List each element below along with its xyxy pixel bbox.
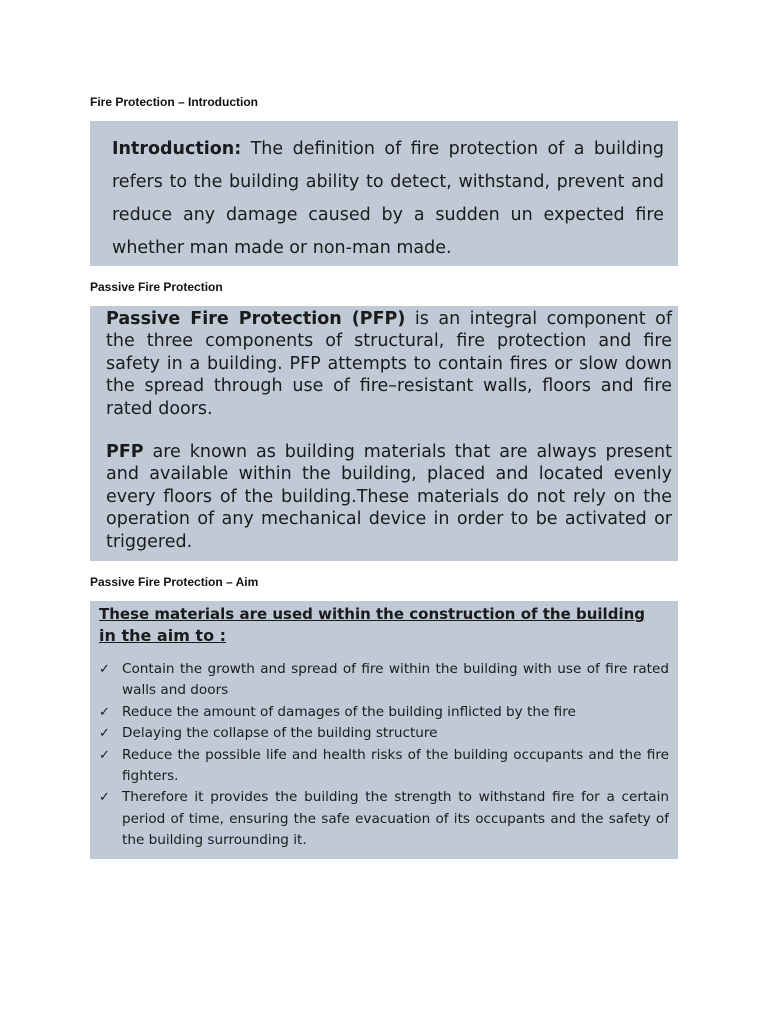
aim-title	[99, 603, 669, 647]
intro-heading: Fire Protection – Introduction	[90, 95, 259, 109]
intro-paragraph	[112, 133, 664, 265]
pfp-heading: Passive Fire Protection	[90, 280, 223, 294]
aim-item-text: Reduce the possible life and health risks of the building occupants and the fire fighters.	[122, 746, 669, 785]
aim-list-item	[99, 723, 669, 744]
aim-list-item	[99, 659, 669, 702]
aim-item-text: Reduce the amount of damages of the building inflicted by the fire	[122, 703, 576, 720]
aim-item-text: Therefore it provides the building the strength to withstand fire for a certain period of time, ensuring the safe evacuation of its occupants and the safety of the building surrounding it.	[122, 789, 669, 849]
aim-panel	[90, 601, 678, 859]
pfp-paragraph-1	[106, 308, 672, 420]
check-icon: ✓	[99, 747, 110, 763]
intro-panel	[90, 121, 678, 266]
check-icon: ✓	[99, 726, 110, 742]
pfp-paragraph-2	[106, 441, 672, 553]
aim-list-item	[99, 787, 669, 851]
aim-heading: Passive Fire Protection – Aim	[90, 575, 259, 589]
check-icon: ✓	[99, 790, 110, 806]
aim-list-item	[99, 745, 669, 788]
aim-list-item	[99, 702, 669, 723]
aim-list	[99, 659, 669, 852]
aim-item-text: Contain the growth and spread of fire within the building with use of fire rated walls and doors	[122, 661, 669, 699]
check-icon: ✓	[99, 662, 110, 677]
aim-title-line-2: in the aim to :	[99, 626, 227, 645]
pfp-p2-body: are known as building materials that are always present and available within the building, placed and located evenly every floors of the building.These materials do not rely on the operation of any mechanical device in order to be activated or triggered.	[106, 442, 672, 552]
intro-body: The definition of fire protection of a building refers to the building ability to detect, withstand, prevent and reduce any damage caused by a sudden un expected fire whether man made or non-man made.	[112, 139, 664, 258]
check-icon: ✓	[99, 704, 110, 720]
pfp-p1-lead: Passive Fire Protection (PFP)	[106, 309, 406, 329]
aim-title-line-1: These materials are used within the construction of the building	[99, 605, 645, 623]
pfp-panel	[90, 306, 678, 561]
pfp-p1-body: is an integral component of the three components of structural, fire protection and fire safety in a building. PFP attempts to contain fires or slow down the spread through use of fire–resistant walls, floors and fire rated doors.	[106, 309, 672, 419]
aim-item-text: Delaying the collapse of the building structure	[122, 725, 438, 742]
intro-lead: Introduction:	[112, 139, 242, 159]
pfp-p2-lead: PFP	[106, 442, 144, 463]
